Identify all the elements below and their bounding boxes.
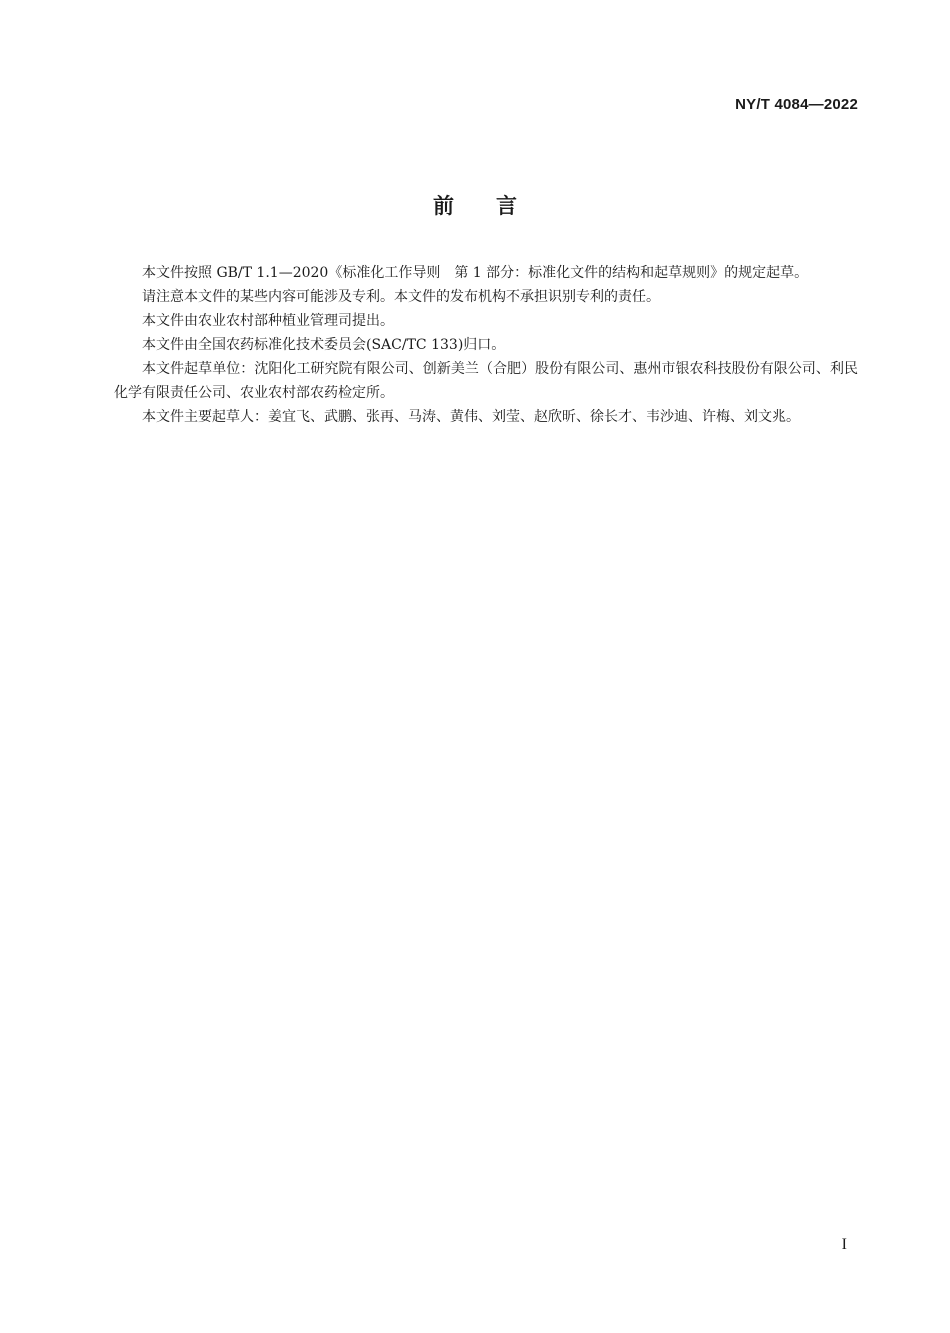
page-number: I	[841, 1236, 847, 1253]
foreword-body	[114, 261, 858, 429]
paragraph-drafting-rules: 本文件按照 GB/T 1.1—2020《标准化工作导则 第 1 部分：标准化文件的结构和起草规则》的规定起草。	[142, 265, 809, 281]
page-title: 前言	[433, 194, 559, 218]
paragraph-technical-committee: 本文件由全国农药标准化技术委员会(SAC/TC 133)归口。	[142, 337, 506, 353]
paragraph-proposer: 本文件由农业农村部种植业管理司提出。	[142, 313, 394, 329]
paragraph-drafters: 本文件主要起草人：姜宜飞、武鹏、张再、马涛、黄伟、刘莹、赵欣昕、徐长才、韦沙迪、许梅、刘文兆。	[142, 409, 800, 425]
paragraph-patent-notice: 请注意本文件的某些内容可能涉及专利。本文件的发布机构不承担识别专利的责任。	[142, 289, 660, 305]
standard-code: NY/T 4084—2022	[735, 96, 858, 113]
paragraph-drafting-units: 本文件起草单位：沈阳化工研究院有限公司、创新美兰（合肥）股份有限公司、惠州市银农科技股份有限公司、利民化学有限责任公司、农业农村部农药检定所。	[114, 361, 858, 401]
